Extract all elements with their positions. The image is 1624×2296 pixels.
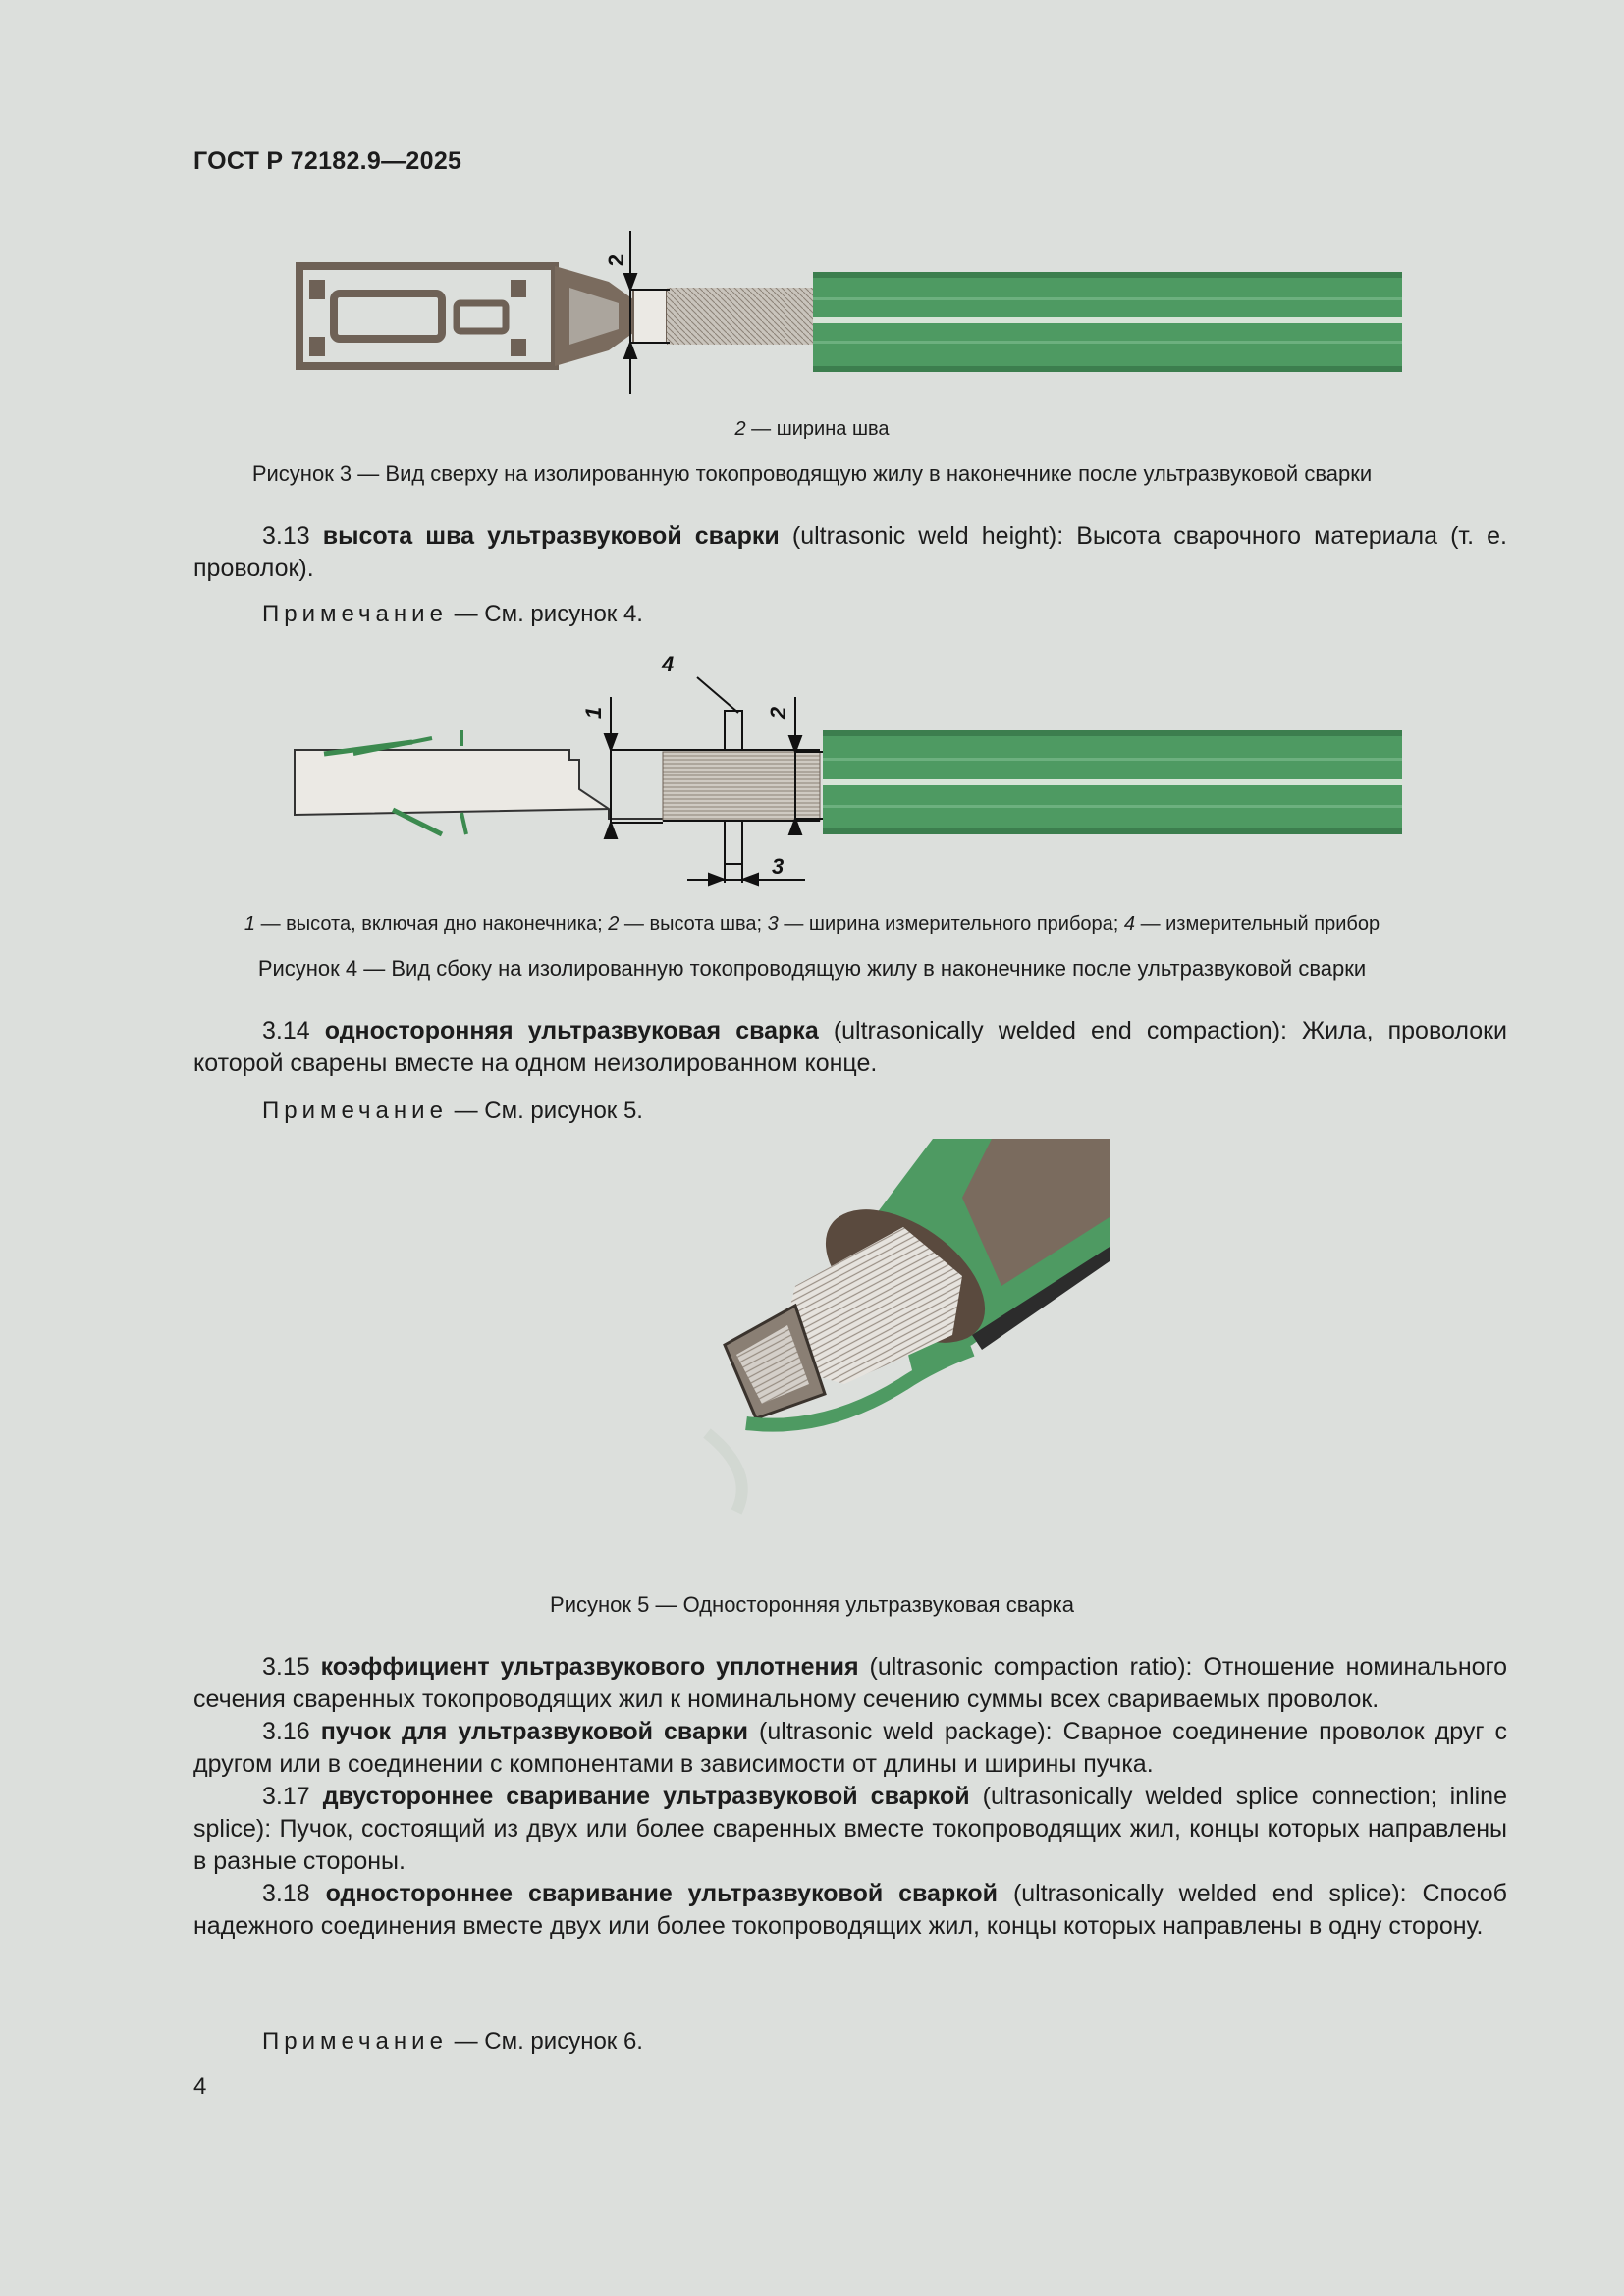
note-figure-5 [262,1097,643,1125]
definition: (ultrasonically welded end splice): Способ надежного соединения вместе двух или более токопроводящих жил, концы которых направлены в одну сторону. [193,1880,1507,1940]
note-text: См. рисунок 5. [484,1097,643,1124]
figure-3-caption: Рисунок 3 — Вид сверху на изолированную токопроводящую жилу в наконечнике после ультразвуковой сварки [251,461,1373,486]
section-number: 3.17 [262,1783,323,1810]
term: одностороннее сваривание ультразвуковой сваркой [325,1880,999,1907]
figure-5-caption: Рисунок 5 — Односторонняя ультразвуковая сварка [550,1592,1074,1617]
dimension-3-width [687,825,805,885]
dim-label-1: 1 [581,706,606,720]
welded-end [707,1227,972,1512]
note-figure-6 [262,2028,643,2056]
legend-text: — ширина шва [745,418,890,440]
note-label: Примечание [262,1097,448,1124]
dimension-1-height [605,697,663,838]
note-label: Примечание [262,2028,448,2055]
figure-5-end-compaction-photo [677,1139,1119,1531]
note-label: Примечание [262,601,448,627]
bare-strands [667,278,830,354]
insulated-cable [823,730,1402,834]
figure-3-legend [0,418,1624,441]
weld-seam [633,290,667,343]
section-number: 3.16 [262,1718,321,1745]
section-3-15 [193,1651,1507,1716]
figure-3-top-view-drawing [285,221,1424,407]
dim-label-4: 4 [662,652,675,676]
legend-num: 2 [608,913,620,934]
section-number: 3.14 [262,1017,325,1044]
insulated-cable [813,272,1402,372]
figure-4-caption: Рисунок 4 — Вид сбоку на изолированную токопроводящую жилу в наконечнике после ультразвуковой сварки [257,956,1367,981]
legend-text: — ширина измерительного прибора; [778,913,1124,934]
section-3-13 [193,520,1507,585]
dim-label-3: 3 [772,854,785,879]
dim-label-2: 2 [604,253,628,267]
legend-text: — высота, включая дно наконечника; [255,913,609,934]
section-3-18 [193,1878,1507,1943]
note-text: См. рисунок 6. [484,2028,643,2055]
legend-num: 1 [244,913,256,934]
definitions-block [193,1651,1507,1943]
legend-num: 4 [1123,913,1136,934]
note-dash: — [447,2028,485,2055]
term: пучок для ультразвуковой сварки [320,1718,748,1745]
legend-num: 3 [767,913,779,934]
document-header: ГОСТ Р 72182.9—2025 [193,147,462,175]
note-dash: — [447,601,485,627]
page-number: 4 [193,2073,207,2100]
definition: (ultrasonic weld package): Сварное соединение проволок друг с другом или в соединении с компонентами в зависимости от длины и ширины пучка. [193,1718,1507,1778]
section-3-16 [193,1716,1507,1781]
dim-label-2: 2 [766,706,790,720]
definition: (ultrasonically welded end compaction): Жила, проволоки которой сварены вместе на одном неизолированном конце. [193,1017,1507,1077]
term: высота шва ультразвуковой сварки [322,522,780,550]
section-3-14 [193,1015,1507,1080]
section-number: 3.18 [262,1880,326,1907]
legend-text: — измерительный прибор [1135,913,1380,934]
note-figure-4 [262,601,643,628]
definition: (ultrasonically welded splice connection; inline splice): Пучок, состоящий из двух или более сваренных вместе токопроводящих жил, концы которых направлены в разные стороны. [193,1783,1507,1875]
figure-4-side-view-drawing [285,648,1424,893]
definition: (ultrasonic weld height): Высота сварочного материала (т. е. проволок). [193,522,1507,582]
legend-text: — высота шва; [619,913,768,934]
legend-num: 2 [734,418,746,440]
term: односторонняя ультразвуковая сварка [324,1017,819,1044]
section-3-17 [193,1781,1507,1878]
section-number: 3.15 [262,1653,321,1681]
figure-4-legend [0,913,1624,935]
term: двустороннее сваривание ультразвуковой сваркой [322,1783,970,1810]
terminal-body [299,266,633,366]
section-number: 3.13 [262,522,323,550]
note-dash: — [447,1097,485,1124]
definition: (ultrasonic compaction ratio): Отношение номинального сечения сваренных токопроводящих жил к номинальному сечению суммы всех свариваемых проволок. [193,1653,1507,1713]
term: коэффициент ультразвукового уплотнения [320,1653,859,1681]
note-text: См. рисунок 4. [484,601,643,627]
